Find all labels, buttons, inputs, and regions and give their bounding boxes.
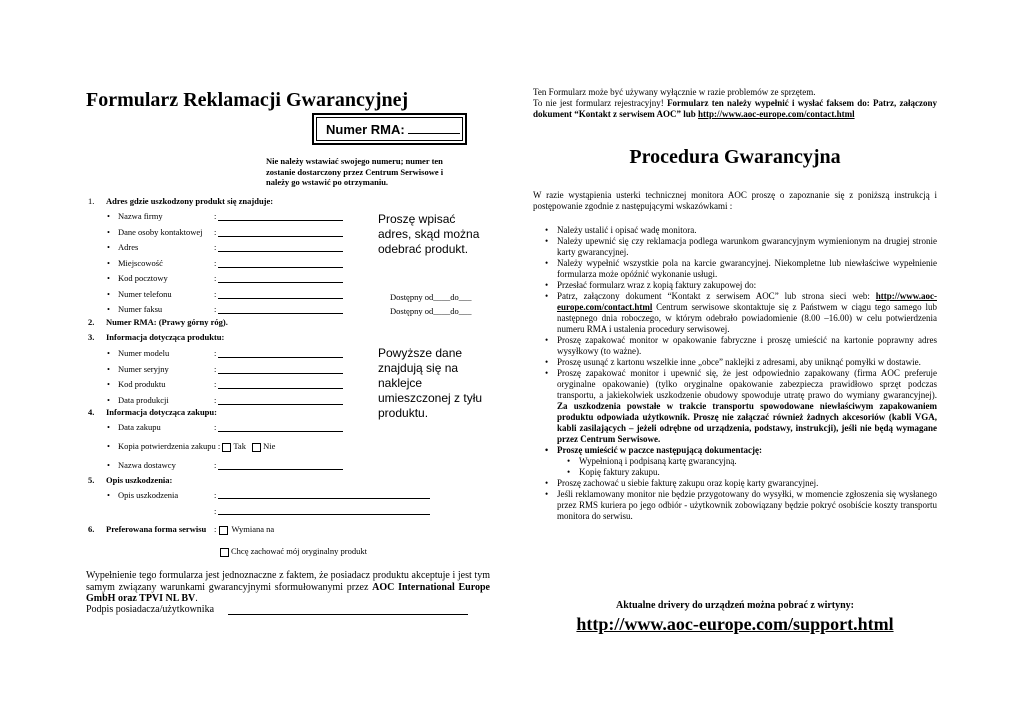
address-colon: : [214,257,217,268]
contact-link-2[interactable]: http://www.aoc-europe.com/contact.html [557,291,937,312]
address-label: Nazwa firmy [118,211,163,221]
supplier-colon: : [214,460,217,470]
product-colon: : [214,379,217,389]
address-field[interactable] [218,304,343,314]
address-label: Dane osoby kontaktowej [118,226,203,237]
form-title: Formularz Reklamacji Gwarancyjnej [86,89,409,111]
product-colon: : [214,348,217,358]
rma-label: Numer RMA: [326,122,405,137]
address-colon: : [214,288,217,299]
damage-field-2[interactable] [218,505,430,515]
purchase-date-row: Data zakupu [118,422,161,432]
exchange-checkbox[interactable] [219,526,228,535]
address-field[interactable] [218,211,343,221]
address-label: Miejscowość [118,257,163,268]
purchase-date-colon: : [214,422,217,432]
damage-row: Opis uszkodzenia [118,490,179,500]
procedure-item-1: • Należy ustalić i opisać wadę monitora. [545,225,937,236]
product-label: Numer seryjny [118,363,169,374]
procedure-item-5: • Patrz, załączony dokument “Kontakt z serwisem AOC” lub strona sieci web: http://www.aoc-europe.com/contact.html Centrum serwisowe skontaktuje się z Państwem w ciągu tego samego lub następnego dnia roboczego, w którym odebrało powiadomienie (8.00 –16.00) w celu potwierdzenia numeru RMA i ustalenia procedury serwisowej. [545,291,937,335]
section-4-header: 4. Informacja dotycząca zakupu: [88,407,217,417]
procedure-item-4: • Przesłać formularz wraz z kopią faktury zakupowej do: [545,280,937,291]
procedure-item-11: • Jeśli reklamowany monitor nie będzie przygotowany do wysyłki, w momencie zgłoszenia się wysłanego przez RMS kuriera po jego odbiór - użytkownik zobowiązany będzie pokryć osobiście koszty transportu monitora do serwisu. [545,489,937,522]
address-colon: : [214,242,217,252]
procedure-title: Procedura Gwarancyjna [629,146,841,168]
section-1-header: 1. Adres gdzie uszkodzony produkt się znajduje: [88,196,274,206]
address-field[interactable] [218,242,343,252]
procedure-item-6: • Proszę zapakować monitor w opakowanie fabryczne i proszę umieścić na kartonie poprawny adres wysyłkowy (to ważne). [545,335,937,357]
nie-checkbox[interactable] [252,443,261,452]
rma-number-field[interactable] [408,121,460,134]
intro-text: Ten Formularz może być używany wyłącznie w razie problemów ze sprzętem. To nie jest formularz rejestracyjny! Formularz ten należy wypełnić i wysłać faksem do: Patrz, załączony dokument “Kontakt z serwisem AOC” lub http://www.aoc-europe.com/contact.html [533,87,937,119]
address-label: Adres [118,242,139,252]
address-colon: : [214,304,217,314]
section-5-header: 5. Opis uszkodzenia: [88,475,173,485]
damage-colon-1: : [214,490,217,500]
rma-box [312,113,467,145]
damage-colon-2: : [214,506,217,516]
product-label: Kod produktu [118,379,166,389]
service-option-1: : Wymiana na [214,524,275,534]
purchase-proof-row: Kopia potwierdzenia zakupu : Tak Nie [118,441,276,451]
procedure-list [545,225,937,522]
procedure-item-3: • Należy wypełnić wszystkie pola na karcie gwarancyjnej. Niekompletne lub niewłaściwe wypełnienie formularza może opóźnić wykonanie usługi. [545,258,937,280]
procedure-item-8: • Proszę zapakować monitor i upewnić się, że jest odpowiednio zapakowany (firma AOC preferuje oryginalne opakowanie) (tylko oryginalne opakowanie zabezpiecza prawidłowo sprzęt podczas transportu, a jakiekolwiek uszkodzenie obudowy spowoduje utratę prawo do wymiany gwarancyjnej). Za uszkodzenia powstałe w trakcie transportu spowodowane niewłaściwym zapakowaniem produktu odpowiada użytkownik. Proszę nie załączać również żadnych akcesoriów (kabli VGA, kabli zasilających – jeżeli odrębne od urządzenia, podstawy, instrukcji), jeśli nie będą wymagane przez Centrum Serwisowe. [545,368,937,445]
address-colon: : [214,226,217,237]
signature-label: Podpis posiadacza/użytkownika [86,604,215,615]
support-link[interactable]: http://www.aoc-europe.com/support.html [576,614,894,634]
address-label: Numer faksu [118,304,163,314]
supplier-field[interactable] [218,460,343,470]
availability-2[interactable]: Dostępny od____do___ [390,306,472,316]
service-option-2: Chcę zachować mój oryginalny produkt [220,546,367,557]
address-colon: : [214,273,217,283]
address-field[interactable] [218,227,343,237]
availability-1[interactable]: Dostępny od____do___ [390,292,472,302]
procedure-item-2: • Należy upewnić się czy reklamacja podlega warunkom gwarancyjnym wymienionym na drugiej stronie karty gwarancyjnej. [545,236,937,258]
section-3-header: 3. Informacja dotycząca produktu: [88,332,225,342]
damage-field-1[interactable] [218,489,430,499]
tak-checkbox[interactable] [222,443,231,452]
doc-item-invoice: • Kopię faktury zakupu. [545,467,937,478]
product-field[interactable] [218,348,343,358]
product-field[interactable] [218,379,343,389]
address-field[interactable] [218,273,343,283]
product-field[interactable] [218,364,343,374]
product-label: Numer modelu [118,348,170,358]
section-6-header: 6. Preferowana forma serwisu [88,524,207,534]
product-colon: : [214,394,217,405]
address-note: Proszę wpisać adres, skąd można odebrać produkt. [378,212,480,256]
address-field[interactable] [218,258,343,268]
signature-field[interactable] [228,604,468,615]
address-colon: : [214,211,217,221]
contact-link[interactable]: http://www.aoc-europe.com/contact.html [698,109,855,119]
address-field[interactable] [218,289,343,299]
purchase-date-field[interactable] [218,422,343,432]
address-label: Numer telefonu [118,288,172,299]
procedure-item-10: • Proszę zachować u siebie fakturę zakupu oraz kopię karty gwarancyjnej. [545,478,937,489]
product-colon: : [214,363,217,374]
drivers-label: Aktualne drivery do urządzeń można pobrać z wirtyny: [615,600,855,611]
product-label: Data produkcji [118,394,169,405]
keep-original-checkbox[interactable] [220,548,229,557]
procedure-item-7: • Proszę usunąć z kartonu wszelkie inne „obce” naklejki z adresami, aby uniknąć pomyłki w dostawie. [545,357,937,368]
product-field[interactable] [218,395,343,405]
terms-text: Wypełnienie tego formularza jest jednoznaczne z faktem, że posiadacz produktu akceptuje i jest tym samym związany warunkami gwarancyjnymi sformułowanymi przez AOC International Europe GmbH oraz TPVI NL BV. [86,570,490,604]
doc-item-warranty: • Wypełnioną i podpisaną kartę gwarancyjną. [545,456,937,467]
section-2-header: 2. Numer RMA: (Prawy górny róg). [88,317,228,327]
rma-note: Nie należy wstawiać swojego numeru; numer ten zostanie dostarczony przez Centrum Serwisowe i należy go wstawić po otrzymaniu. [266,156,444,187]
address-label: Kod pocztowy [118,273,168,283]
label-note: Powyższe dane znajdują się na naklejce umieszczonej z tyłu produktu. [378,346,483,420]
supplier-row: Nazwa dostawcy [118,460,176,470]
procedure-lead: W razie wystąpienia usterki technicznej monitora AOC proszę o zapoznanie się z poniższą instrukcją i postępowanie zgodnie z następującymi wskazówkami : [533,190,937,211]
procedure-item-9: • Proszę umieścić w paczce następującą dokumentację: [545,445,937,456]
